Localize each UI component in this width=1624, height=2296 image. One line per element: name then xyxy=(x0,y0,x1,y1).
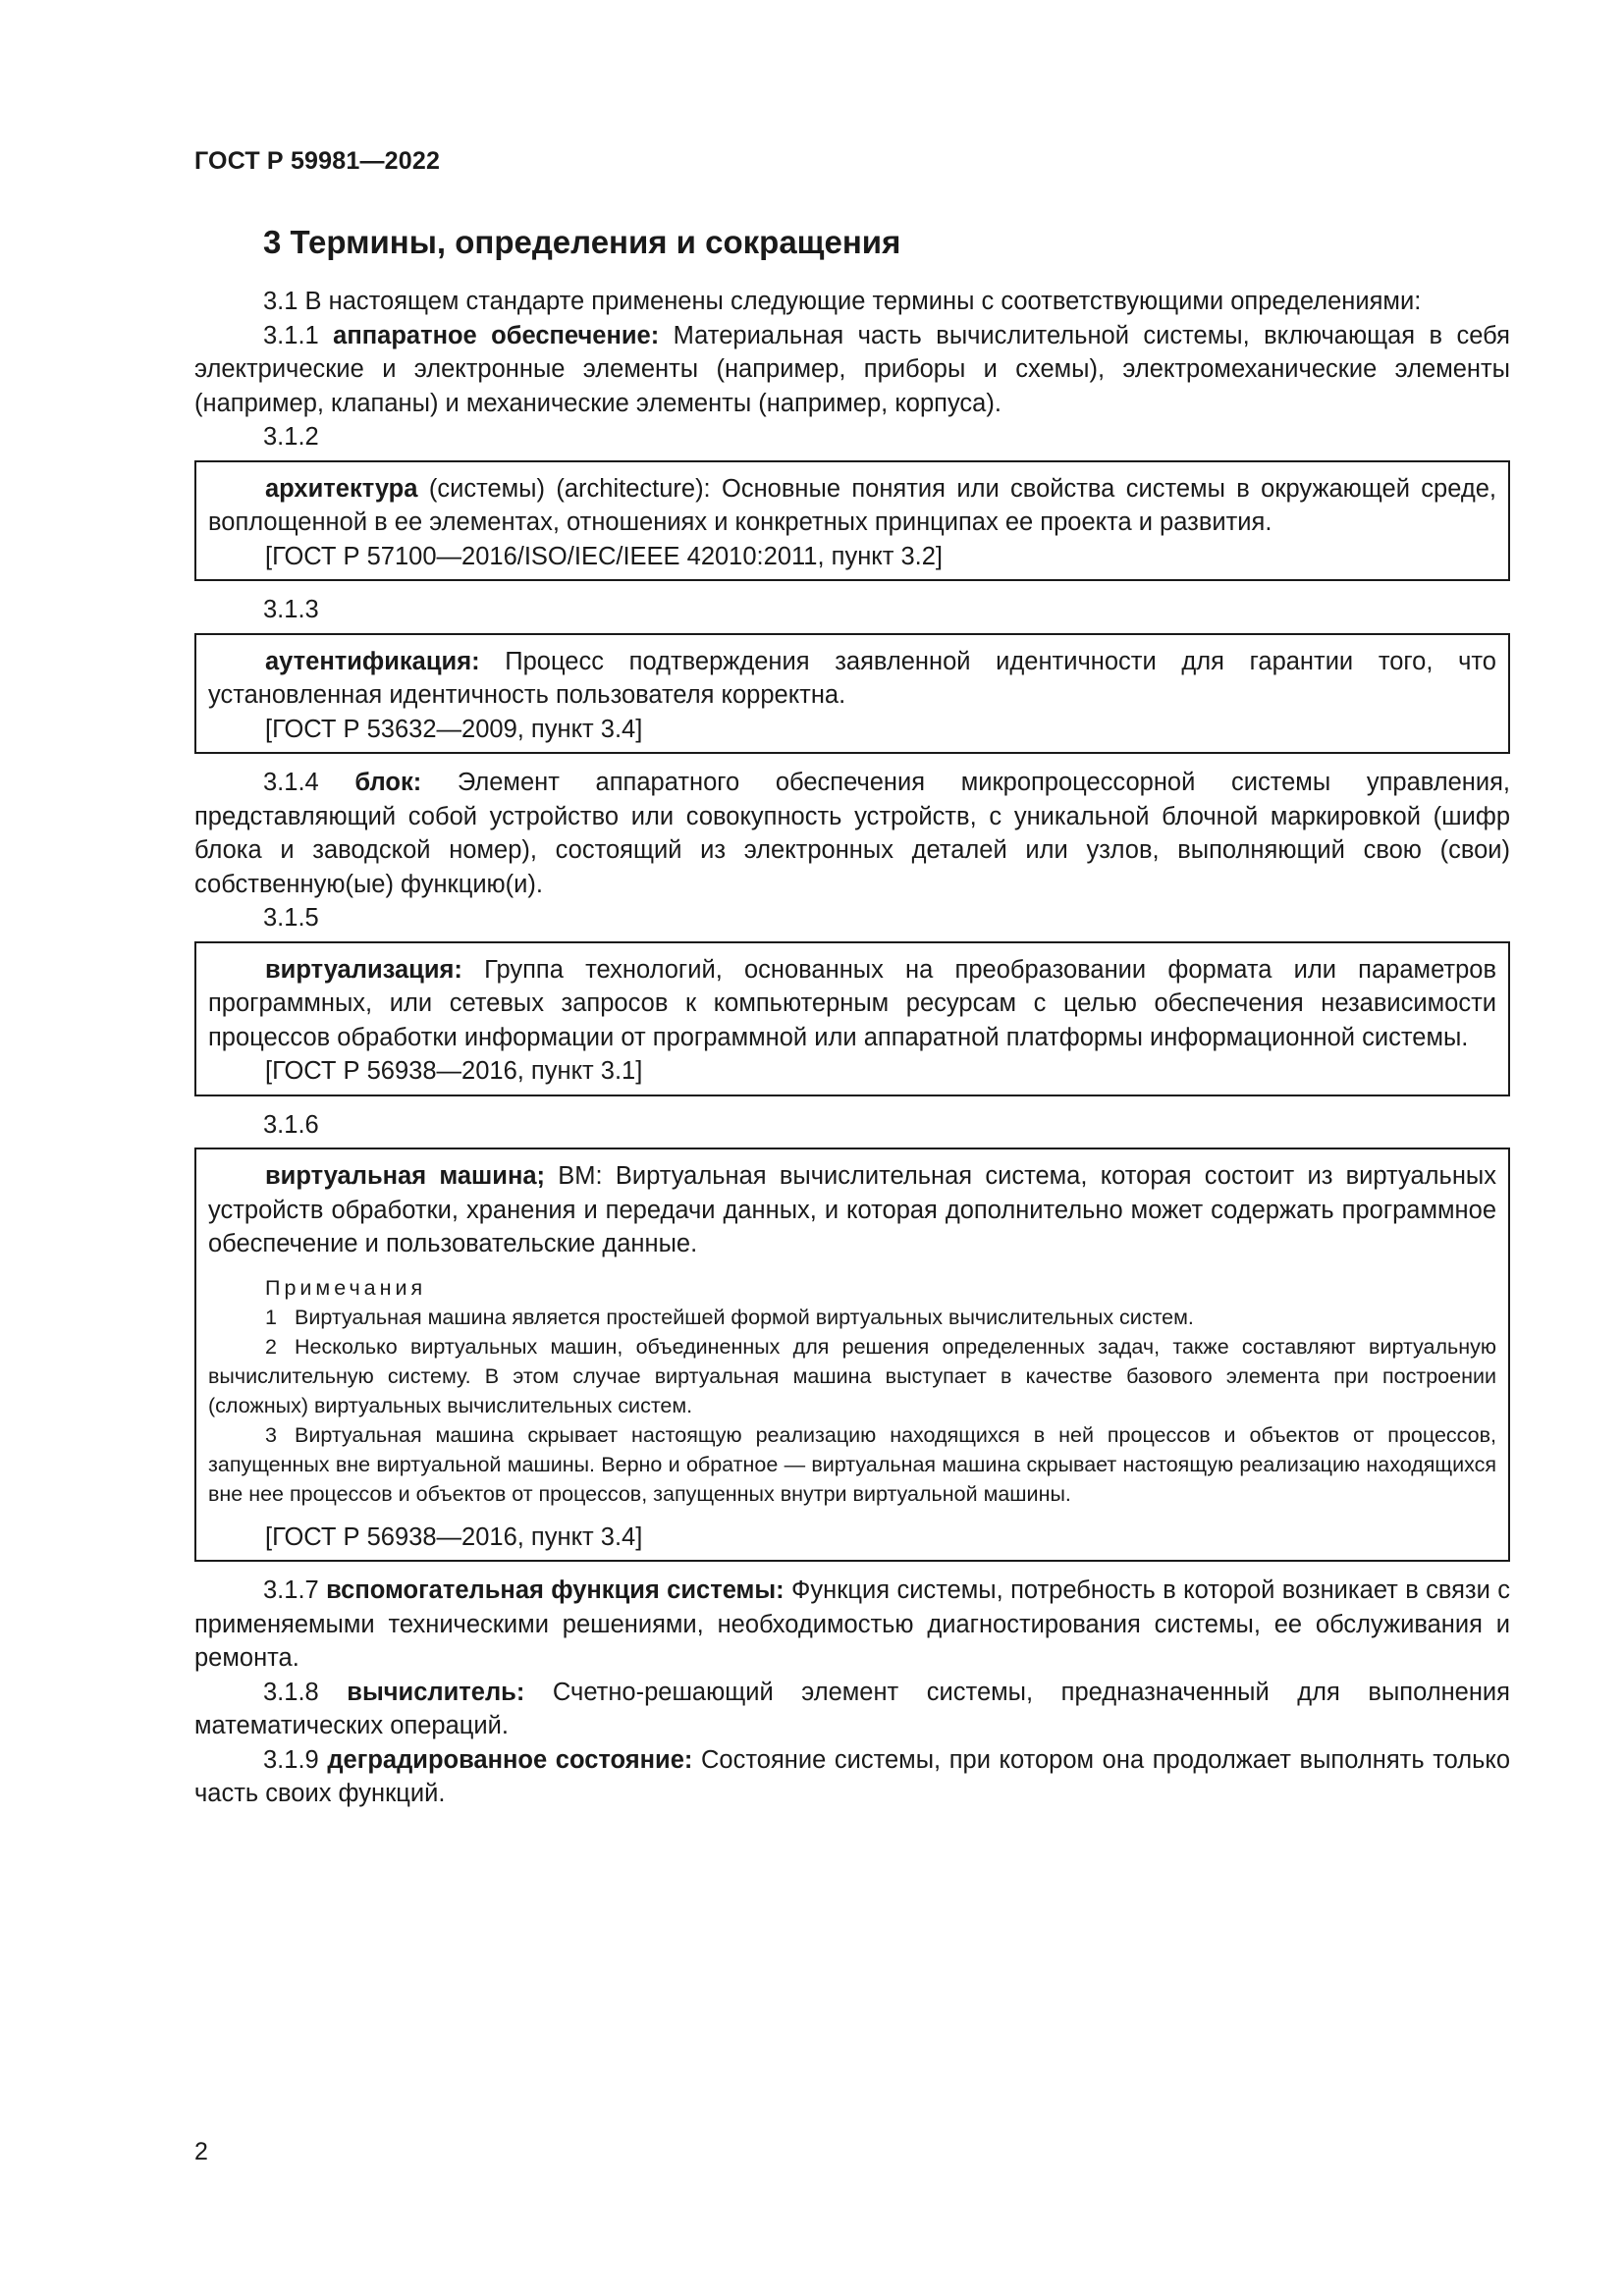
term-number: 3.1.7 xyxy=(263,1576,319,1604)
term-3-1-2 xyxy=(208,472,1496,540)
term-number-3-1-5: 3.1.5 xyxy=(263,904,319,932)
term-3-1-7 xyxy=(194,1574,1510,1676)
notes-block xyxy=(208,1273,1496,1509)
term-3-1-4 xyxy=(194,766,1510,901)
term-source: [ГОСТ Р 53632—2009, пункт 3.4] xyxy=(265,715,643,743)
term-number: 3.1.8 xyxy=(263,1678,319,1706)
term-3-1-8 xyxy=(194,1676,1510,1743)
term-definition: Процесс подтверждения заявленной идентичности для гарантии того, что установленная идентичность пользователя корректна. xyxy=(208,647,1496,709)
term-box-3-1-5 xyxy=(194,941,1510,1096)
term-definition: ВМ: Виртуальная вычислительная система, которая состоит из виртуальных устройств обработки, хранения и передачи данных, и которая дополнительно может содержать программное обеспечение и пользовательские данные. xyxy=(208,1162,1496,1257)
term-source: [ГОСТ Р 56938—2016, пункт 3.4] xyxy=(265,1522,643,1551)
term-definition: Группа технологий, основанных на преобразовании формата или параметров программных, или сетевых запросов к компьютерным ресурсам с целью обеспечения независимости процессов обработки информации от программной или аппаратной платформы информационной системы. xyxy=(208,955,1496,1051)
term-number: 3.1.9 xyxy=(263,1745,319,1774)
note-item xyxy=(208,1332,1496,1420)
term-3-1-5 xyxy=(208,953,1496,1055)
term-3-1-9 xyxy=(194,1743,1510,1811)
note-item xyxy=(208,1420,1496,1509)
term-3-1-1 xyxy=(194,319,1510,421)
term-source: [ГОСТ Р 57100—2016/ISO/IEC/IEEE 42010:2011, пункт 3.2] xyxy=(265,542,944,570)
intro-paragraph: 3.1 В настоящем стандарте применены следующие термины с соответствующими определениями: xyxy=(263,288,1422,315)
note-number: 2 xyxy=(265,1334,277,1359)
term-box-3-1-2 xyxy=(194,460,1510,582)
notes-title: Примечания xyxy=(265,1275,427,1300)
term-definition: (системы) (architecture): Основные понятия или свойства системы в окружающей среде, воплощенной в ее элементах, отношениях и конкретных принципах ее проекта и развития. xyxy=(208,474,1496,536)
term-source: [ГОСТ Р 56938—2016, пункт 3.1] xyxy=(265,1057,643,1085)
note-text: Несколько виртуальных машин, объединенных для решения определенных задач, также составляют виртуальную вычислительную систему. В этом случае виртуальная машина выступает в качестве базового элемента при построении (сложных) виртуальных вычислительных систем. xyxy=(208,1334,1496,1417)
term-name: архитектура xyxy=(265,474,418,503)
term-name: блок: xyxy=(354,769,422,796)
term-name: аутентификация: xyxy=(265,647,480,675)
note-number: 1 xyxy=(265,1305,277,1329)
term-number: 3.1.1 xyxy=(263,321,319,349)
term-box-3-1-6 xyxy=(194,1148,1510,1562)
term-definition: Материальная часть вычислительной системы, включающая в себя электрические и электронные элементы (например, приборы и схемы), электромеханические элементы (например, клапаны) и механические элементы (например, корпуса). xyxy=(194,321,1510,417)
term-name: деградированное состояние: xyxy=(327,1745,693,1774)
page-number: 2 xyxy=(194,2138,208,2165)
term-definition: Функция системы, потребность в которой возникает в связи с применяемыми техническими решениями, необходимостью диагностирования системы, ее обслуживания и ремонта. xyxy=(194,1576,1510,1672)
term-name: виртуализация: xyxy=(265,955,462,984)
note-item xyxy=(208,1303,1496,1332)
term-number: 3.1.4 xyxy=(263,769,319,796)
term-definition: Счетно-решающий элемент системы, предназначенный для выполнения математических операций. xyxy=(194,1678,1510,1739)
term-3-1-3 xyxy=(208,645,1496,713)
term-name: виртуальная машина; xyxy=(265,1162,546,1190)
note-text: Виртуальная машина скрывает настоящую реализацию находящихся в ней процессов и объектов от процессов, запущенных вне виртуальной машины. Верно и обратное — виртуальная машина скрывает настоящую реализацию находящихся вне нее процессов и объектов от процессов, запущенных внутри виртуальной машины. xyxy=(208,1422,1496,1506)
term-name: вспомогательная функция системы: xyxy=(326,1576,785,1604)
term-name: вычислитель: xyxy=(347,1678,525,1706)
terms-content xyxy=(194,285,1510,1811)
term-number-3-1-6: 3.1.6 xyxy=(263,1110,319,1139)
term-box-3-1-3 xyxy=(194,633,1510,755)
term-number-3-1-3: 3.1.3 xyxy=(263,596,319,623)
note-number: 3 xyxy=(265,1422,277,1447)
term-number-3-1-2: 3.1.2 xyxy=(263,423,319,451)
term-definition: Состояние системы, при котором она продолжает выполнять только часть своих функций. xyxy=(194,1745,1511,1807)
term-3-1-6 xyxy=(208,1159,1496,1261)
note-text: Виртуальная машина является простейшей формой виртуальных вычислительных систем. xyxy=(295,1305,1194,1329)
term-definition: Элемент аппаратного обеспечения микропроцессорной системы управления, представляющий собой устройство или совокупность устройств, с уникальной блочной маркировкой (шифр блока и заводской номер), состоящий из электронных деталей или узлов, выполняющий свою (свои) собственную(ые) функцию(и). xyxy=(194,769,1510,898)
section-title: 3 Термины, определения и сокращения xyxy=(263,224,901,260)
term-name: аппаратное обеспечение: xyxy=(333,321,660,349)
document-code-header: ГОСТ Р 59981—2022 xyxy=(194,147,441,175)
